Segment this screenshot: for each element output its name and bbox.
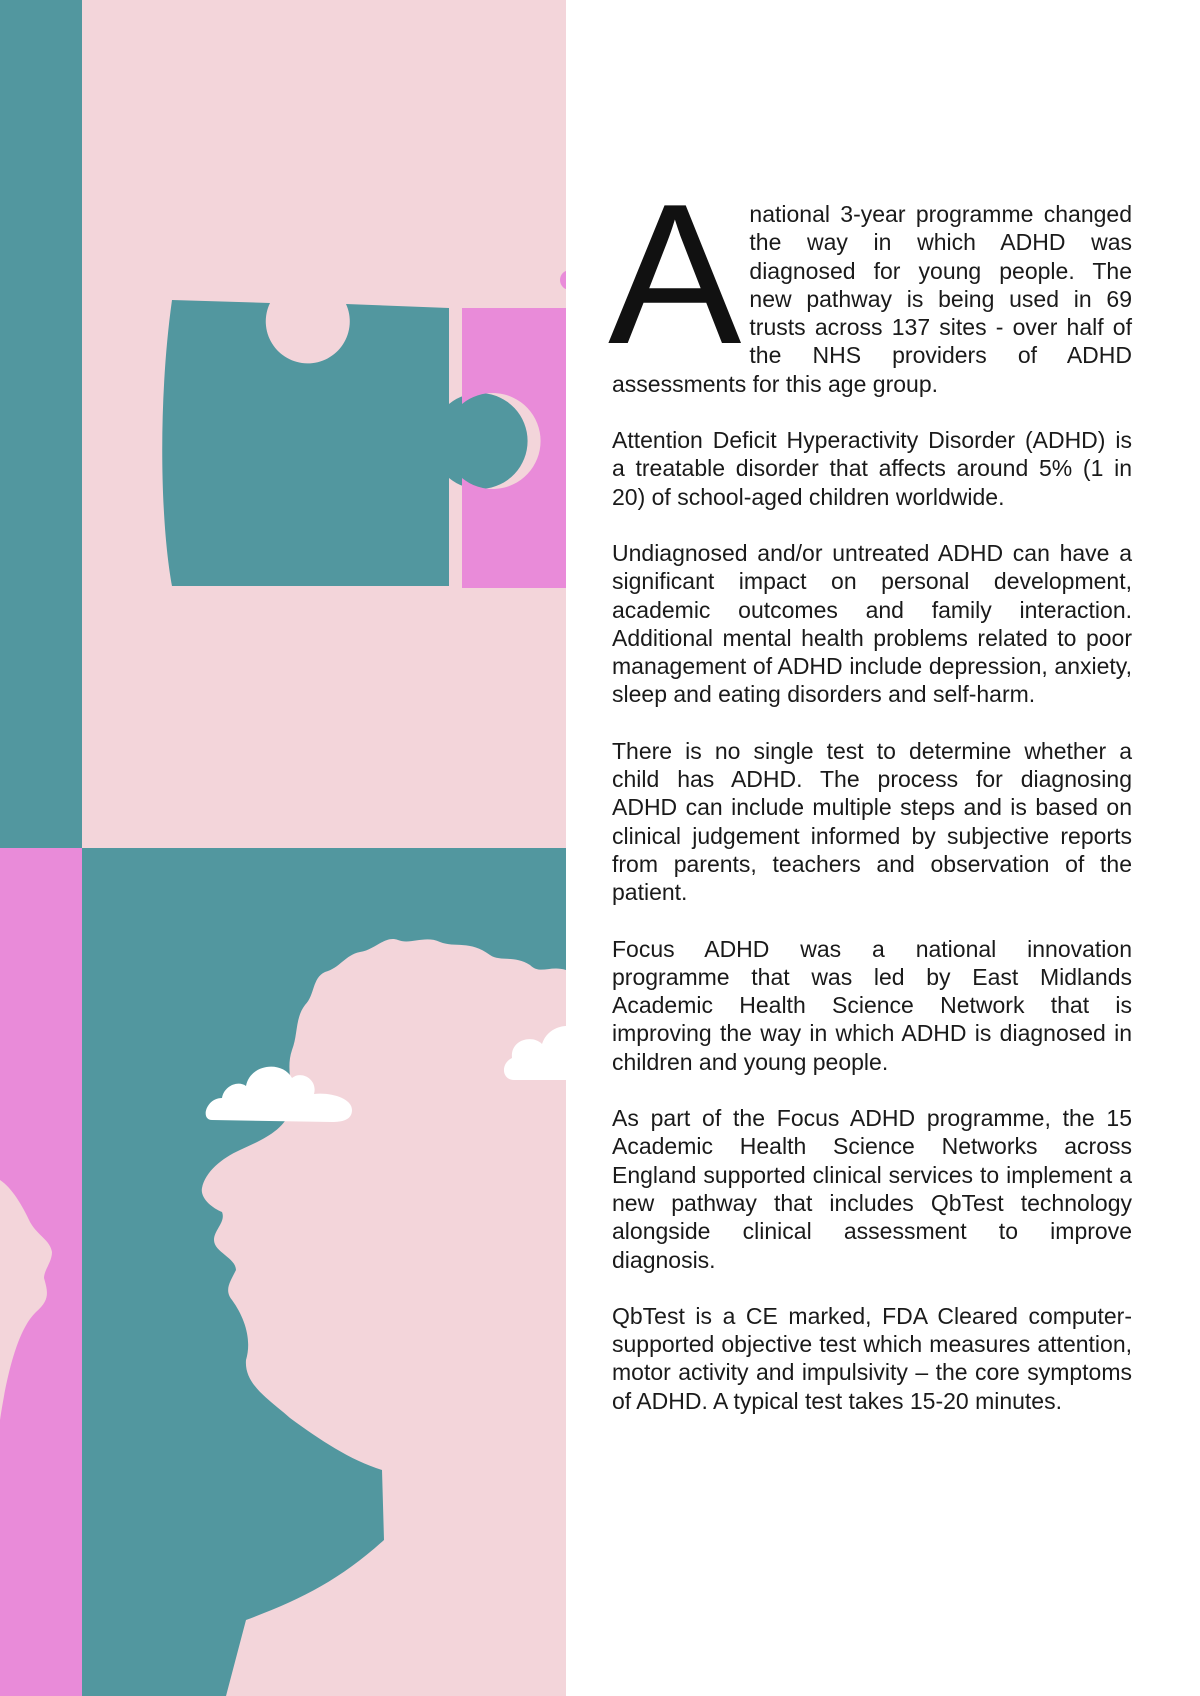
article-body	[608, 163, 1132, 1443]
paragraph: Focus ADHD was a national innovation programme that was led by East Midlands Academic Health Science Network that is improving the way in which ADHD is diagnosed in children and young people.	[612, 935, 1132, 1075]
paragraph: As part of the Focus ADHD programme, the 15 Academic Health Science Networks across England supported clinical services to implement a new pathway that includes QbTest technology alongside clinical assessment to improve diagnosis.	[612, 1105, 1132, 1273]
paragraph: QbTest is a CE marked, FDA Cleared computer-supported objective test which measures attention, motor activity and impulsivity – the core symptoms of ADHD. A typical test takes 15-20 minutes.	[612, 1302, 1132, 1414]
lead-text: national 3-year programme changed the way in which ADHD was diagnosed for young people. The new pathway is being used in 69 trusts across 137 sites - over half of the NHS providers of ADHD assessments for this age group.	[612, 201, 1132, 397]
drop-cap: A	[608, 163, 742, 386]
paragraph: There is no single test to determine whether a child has ADHD. The process for diagnosing ADHD can include multiple steps and is based on clinical judgement informed by subjective reports from parents, teachers and observation of the patient.	[612, 737, 1132, 906]
paragraph: Undiagnosed and/or untreated ADHD can have a significant impact on personal development, academic outcomes and family interaction. Additional mental health problems related to poor management of ADHD include depression, anxiety, sleep and eating disorders and self-harm.	[612, 539, 1132, 708]
teal-strip-top	[0, 0, 82, 848]
paragraph: Attention Deficit Hyperactivity Disorder (ADHD) is a treatable disorder that affects around 5% (1 in 20) of school-aged children worldwide.	[612, 427, 1132, 510]
lead-paragraph	[608, 163, 1132, 398]
illustration-panel	[0, 0, 566, 1696]
